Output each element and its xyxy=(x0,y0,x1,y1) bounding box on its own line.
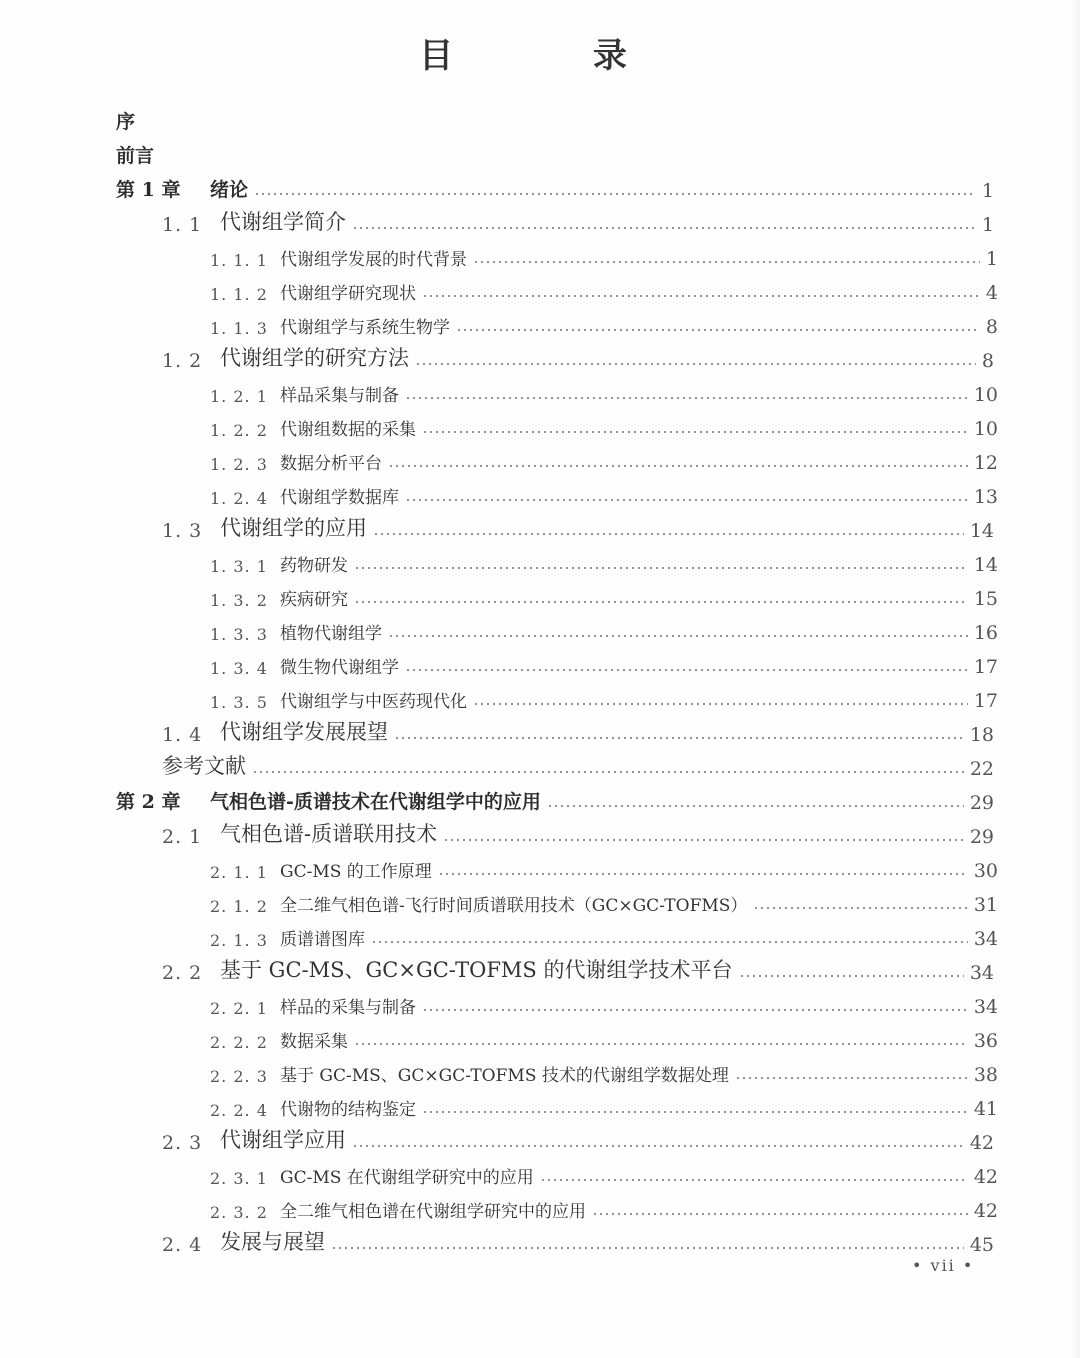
toc-leader-dots xyxy=(354,1043,968,1045)
toc-subsection-entry[interactable] xyxy=(210,886,998,916)
page-title: 目 录 xyxy=(419,36,691,76)
page-number: • vii • xyxy=(912,1256,975,1275)
toc-page-number: 45 xyxy=(969,1234,994,1256)
toc-entry-title: 样品采集与制备 xyxy=(280,386,399,406)
toc-entry-title: 序 xyxy=(116,111,136,133)
toc-leader-dots xyxy=(252,771,964,773)
toc-entry-title: 代谢组学与中医药现代化 xyxy=(280,692,467,712)
toc-entry-title: 代谢组学发展的时代背景 xyxy=(280,250,467,270)
toc-subsection-entry[interactable] xyxy=(210,580,998,610)
toc-entry-title: 基于 GC-MS、GC×GC-TOFMS 技术的代谢组学数据处理 xyxy=(280,1066,729,1086)
toc-subsection-entry[interactable] xyxy=(210,444,998,474)
toc-subsection-entry[interactable] xyxy=(210,1090,998,1120)
toc-section-entry[interactable] xyxy=(162,716,994,746)
toc-entry-number: 2. 3. 2 xyxy=(210,1203,268,1222)
toc-leader-dots xyxy=(254,193,976,195)
toc-leader-dots xyxy=(405,669,968,671)
toc-page-number: 1 xyxy=(981,214,994,236)
toc-subsection-entry[interactable] xyxy=(210,852,998,882)
toc-entry-title: GC-MS 的工作原理 xyxy=(280,862,432,882)
toc-entry-number: 1. 2. 2 xyxy=(210,421,268,440)
toc-page-number: 34 xyxy=(969,962,994,984)
toc-entry-title: 气相色谱-质谱技术在代谢组学中的应用 xyxy=(210,791,541,813)
toc-entry-number: 2. 2 xyxy=(162,962,203,984)
toc-leader-dots xyxy=(405,397,968,399)
toc-section-entry[interactable] xyxy=(162,954,994,984)
toc-page-number: 13 xyxy=(973,486,998,508)
toc-page-number: 16 xyxy=(973,622,998,644)
toc-leader-dots xyxy=(388,465,968,467)
toc-entry-number: 2. 1. 3 xyxy=(210,931,268,950)
toc-entry-title: 代谢组学的研究方法 xyxy=(220,346,409,370)
toc-entry-number: 1. 2 xyxy=(162,350,203,372)
toc-subsection-entry[interactable] xyxy=(210,478,998,508)
toc-leader-dots xyxy=(739,975,964,977)
toc-page-number: 36 xyxy=(973,1030,998,1052)
toc-page-number: 42 xyxy=(973,1166,998,1188)
toc-page-number: 31 xyxy=(973,894,998,916)
toc-entry-number: 1. 3. 2 xyxy=(210,591,268,610)
toc-page-number: 29 xyxy=(969,826,994,848)
toc-leader-dots xyxy=(352,1145,964,1147)
toc-entry-title: 质谱谱图库 xyxy=(280,930,365,950)
toc-subsection-entry[interactable] xyxy=(210,308,998,338)
toc-leader-dots xyxy=(473,261,980,263)
toc-entry-title: 绪论 xyxy=(210,179,249,201)
toc-entry-title: 数据分析平台 xyxy=(280,454,382,474)
toc-leader-dots xyxy=(352,227,976,229)
toc-entry-title: 代谢组数据的采集 xyxy=(280,420,416,440)
toc-entry-number: 1. 1. 2 xyxy=(210,285,268,304)
toc-leader-dots xyxy=(547,805,964,807)
toc-section-entry[interactable] xyxy=(162,512,994,542)
toc-entry-title: 气相色谱-质谱联用技术 xyxy=(220,822,438,846)
toc-subsection-entry[interactable] xyxy=(210,682,998,712)
toc-front-matter-item[interactable] xyxy=(116,138,154,168)
toc-entry-title: 前言 xyxy=(116,145,155,167)
toc-entry-number: 2. 3 xyxy=(162,1132,203,1154)
toc-page-number: 15 xyxy=(973,588,998,610)
toc-page-number: 17 xyxy=(973,656,998,678)
toc-entry-number: 2. 2. 2 xyxy=(210,1033,268,1052)
toc-entry-number: 第 2 章 xyxy=(116,791,181,813)
toc-subsection-entry[interactable] xyxy=(210,614,998,644)
toc-section-entry[interactable] xyxy=(162,1226,994,1256)
toc-page-number: 34 xyxy=(973,928,998,950)
toc-entry-number: 1. 1 xyxy=(162,214,203,236)
scan-shadow xyxy=(1070,0,1080,1358)
toc-entry-number: 2. 2. 3 xyxy=(210,1067,268,1086)
toc-subsection-entry[interactable] xyxy=(210,920,998,950)
toc-subsection-entry[interactable] xyxy=(210,274,998,304)
toc-leader-dots xyxy=(415,363,976,365)
toc-entry-number: 第 1 章 xyxy=(116,179,181,201)
toc-leader-dots xyxy=(354,601,968,603)
toc-entry-title: 代谢组学的应用 xyxy=(220,516,367,540)
toc-entry-title: 代谢组学与系统生物学 xyxy=(280,318,450,338)
toc-page-number: 12 xyxy=(973,452,998,474)
toc-section-entry[interactable] xyxy=(162,206,994,236)
toc-page-number: 17 xyxy=(973,690,998,712)
toc-entry-number: 1. 2. 1 xyxy=(210,387,268,406)
toc-subsection-entry[interactable] xyxy=(210,648,998,678)
toc-entry-title: 样品的采集与制备 xyxy=(280,998,416,1018)
toc-leader-dots xyxy=(443,839,964,841)
toc-entry-title: 全二维气相色谱在代谢组学研究中的应用 xyxy=(280,1202,586,1222)
toc-subsection-entry[interactable] xyxy=(210,376,998,406)
toc-leader-dots xyxy=(371,941,968,943)
toc-page-number: 38 xyxy=(973,1064,998,1086)
toc-leader-dots xyxy=(405,499,968,501)
toc-leader-dots xyxy=(422,431,968,433)
toc-page-number: 18 xyxy=(969,724,994,746)
toc-leader-dots xyxy=(388,635,968,637)
toc-page-number: 4 xyxy=(985,282,998,304)
toc-entry-number: 1. 3. 5 xyxy=(210,693,268,712)
toc-page-number: 10 xyxy=(973,418,998,440)
toc-section-entry[interactable] xyxy=(162,818,994,848)
toc-front-matter-item[interactable] xyxy=(116,104,135,134)
toc-entry-title: 参考文献 xyxy=(162,754,246,778)
toc-leader-dots xyxy=(735,1077,968,1079)
toc-leader-dots xyxy=(422,295,980,297)
toc-leader-dots xyxy=(354,567,968,569)
toc-page-number: 29 xyxy=(969,792,994,814)
toc-entry-number: 2. 2. 1 xyxy=(210,999,268,1018)
toc-chapter-entry[interactable] xyxy=(116,172,994,202)
toc-page-number: 41 xyxy=(973,1098,998,1120)
toc-subsection-entry[interactable] xyxy=(210,240,998,270)
toc-entry-number: 1. 3 xyxy=(162,520,203,542)
toc-entry-number: 2. 3. 1 xyxy=(210,1169,268,1188)
toc-leader-dots xyxy=(438,873,968,875)
toc-entry-number: 2. 1 xyxy=(162,826,203,848)
toc-subsection-entry[interactable] xyxy=(210,410,998,440)
toc-entry-title: 药物研发 xyxy=(280,556,348,576)
toc-entry-number: 1. 4 xyxy=(162,724,203,746)
toc-section-entry[interactable] xyxy=(162,750,994,780)
toc-leader-dots xyxy=(540,1179,968,1181)
toc-entry-title: 代谢物的结构鉴定 xyxy=(280,1100,416,1120)
toc-leader-dots xyxy=(456,329,980,331)
toc-page-number: 1 xyxy=(981,180,994,202)
toc-leader-dots xyxy=(394,737,964,739)
toc-entry-title: GC-MS 在代谢组学研究中的应用 xyxy=(280,1168,534,1188)
toc-subsection-entry[interactable] xyxy=(210,988,998,1018)
toc-page-number: 42 xyxy=(969,1132,994,1154)
toc-page-number: 8 xyxy=(985,316,998,338)
toc-entry-number: 1. 3. 4 xyxy=(210,659,268,678)
toc-section-entry[interactable] xyxy=(162,1124,994,1154)
toc-entry-number: 1. 2. 3 xyxy=(210,455,268,474)
toc-subsection-entry[interactable] xyxy=(210,1158,998,1188)
toc-chapter-entry[interactable] xyxy=(116,784,994,814)
toc-entry-title: 植物代谢组学 xyxy=(280,624,382,644)
toc-section-entry[interactable] xyxy=(162,342,994,372)
toc-entry-number: 1. 1. 1 xyxy=(210,251,268,270)
toc-page-number: 8 xyxy=(981,350,994,372)
toc-entry-title: 发展与展望 xyxy=(220,1230,325,1254)
toc-page-number: 34 xyxy=(973,996,998,1018)
toc-leader-dots xyxy=(373,533,964,535)
toc-page-number: 42 xyxy=(973,1200,998,1222)
toc-subsection-entry[interactable] xyxy=(210,1022,998,1052)
toc-entry-number: 1. 2. 4 xyxy=(210,489,268,508)
toc-entry-number: 1. 1. 3 xyxy=(210,319,268,338)
toc-leader-dots xyxy=(753,907,967,909)
toc-entry-title: 代谢组学研究现状 xyxy=(280,284,416,304)
toc-entry-title: 数据采集 xyxy=(280,1032,348,1052)
toc-subsection-entry[interactable] xyxy=(210,546,998,576)
toc-entry-title: 全二维气相色谱-飞行时间质谱联用技术（GC×GC-TOFMS） xyxy=(280,896,748,916)
toc-entry-title: 代谢组学发展展望 xyxy=(220,720,388,744)
toc-page-number: 22 xyxy=(969,758,994,780)
toc-entry-title: 代谢组学数据库 xyxy=(280,488,399,508)
toc-page-number: 10 xyxy=(973,384,998,406)
toc-entry-number: 2. 1. 1 xyxy=(210,863,268,882)
toc-entry-title: 基于 GC-MS、GC×GC-TOFMS 的代谢组学技术平台 xyxy=(220,958,733,982)
toc-entry-number: 2. 2. 4 xyxy=(210,1101,268,1120)
toc-leader-dots xyxy=(592,1213,968,1215)
toc-entry-number: 2. 1. 2 xyxy=(210,897,268,916)
toc-leader-dots xyxy=(422,1009,968,1011)
toc-page-number: 1 xyxy=(985,248,998,270)
toc-entry-title: 代谢组学应用 xyxy=(220,1128,346,1152)
toc-subsection-entry[interactable] xyxy=(210,1192,998,1222)
toc-entry-title: 微生物代谢组学 xyxy=(280,658,399,678)
toc-leader-dots xyxy=(473,703,968,705)
toc-entry-title: 代谢组学简介 xyxy=(220,210,346,234)
toc-entry-title: 疾病研究 xyxy=(280,590,348,610)
toc-subsection-entry[interactable] xyxy=(210,1056,998,1086)
toc-page-number: 14 xyxy=(969,520,994,542)
toc-page-number: 30 xyxy=(973,860,998,882)
toc-page-number: 14 xyxy=(973,554,998,576)
toc-leader-dots xyxy=(331,1247,964,1249)
toc-leader-dots xyxy=(422,1111,968,1113)
toc-entry-number: 1. 3. 3 xyxy=(210,625,268,644)
toc-entry-number: 1. 3. 1 xyxy=(210,557,268,576)
toc-entry-number: 2. 4 xyxy=(162,1234,203,1256)
